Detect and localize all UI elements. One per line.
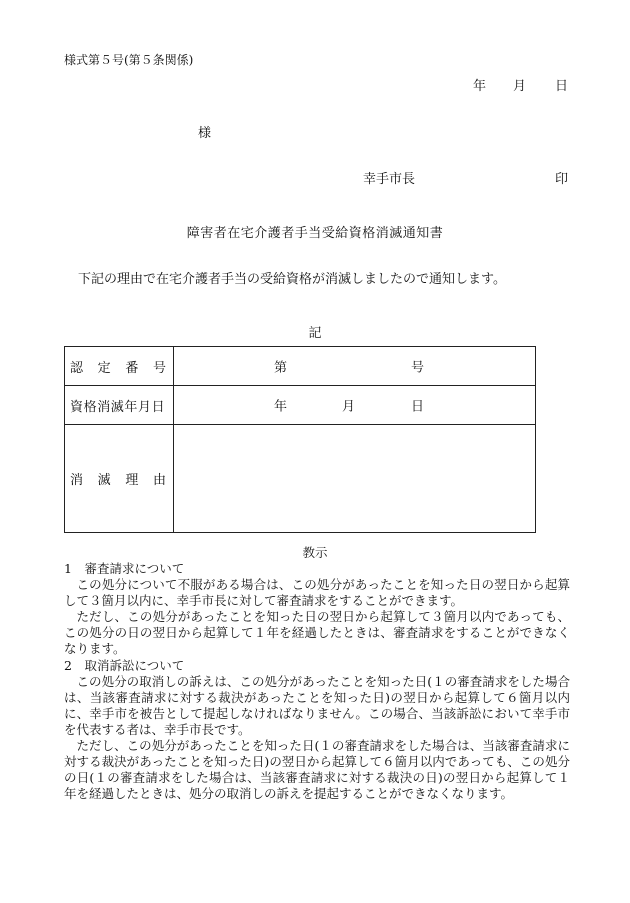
instruction-notes: [64, 561, 570, 802]
appeal-paragraph-2: ただし、この処分があったことを知った日の翌日から起算して３箇月以内であっても、この処分の日の翌日から起算して１年を経過したときは、審査請求をすることができなくなります。: [64, 609, 570, 657]
reason-value: [174, 425, 536, 533]
lawsuit-paragraph-1: この処分の取消しの訴えは、この処分があったことを知った日(１の審査請求をした場合は、当該審査請求に対する裁決があったことを知った日)の翌日から起算して６箇月以内に、幸手市を被告として提起しなければなりません。この場合、当該訴訟において幸手市を代表する者は、幸手市長です。: [64, 673, 570, 737]
expiry-month-label: 月: [342, 399, 356, 415]
certification-number-label: [65, 347, 174, 386]
table-row-certification-number: [65, 347, 536, 386]
ki-heading: 記: [308, 326, 322, 341]
issuer-name: 幸手市長: [363, 172, 416, 187]
date-year-label: 年: [473, 79, 487, 94]
label-char: 号: [152, 360, 166, 376]
lead-sentence: 下記の理由で在宅介護者手当の受給資格が消滅しましたので通知します。: [78, 272, 506, 287]
number-suffix: 号: [411, 360, 425, 376]
reason-label: [65, 425, 174, 533]
form-number: 様式第５号(第５条関係): [64, 53, 194, 67]
label-char: 滅: [97, 473, 111, 488]
table-row-expiry-date: [65, 386, 536, 425]
number-prefix: 第: [274, 360, 288, 376]
label-char: 由: [152, 473, 166, 488]
label-char: 認: [70, 360, 84, 376]
label-char: 消: [70, 473, 84, 488]
expiry-date-label: 資格消滅年月日: [65, 386, 174, 425]
label-char: 定: [97, 360, 111, 376]
certification-number-value: [174, 347, 536, 386]
expiry-date-value: [174, 386, 536, 425]
date-day-label: 日: [555, 79, 569, 94]
info-table: [64, 346, 536, 533]
label-char: 理: [125, 473, 139, 488]
section-heading-appeal: 1 審査請求について: [64, 561, 185, 576]
section-heading-lawsuit: 2 取消訴訟について: [64, 657, 185, 673]
expiry-day-label: 日: [411, 399, 425, 415]
seal-mark: 印: [555, 172, 569, 187]
document-title: 障害者在宅介護者手当受給資格消滅通知書: [186, 226, 444, 241]
kyoji-heading: 教示: [302, 545, 328, 560]
lawsuit-paragraph-2: ただし、この処分があったことを知った日(１の審査請求をした場合は、当該審査請求に対する裁決があったことを知った日)の翌日から起算して６箇月以内であっても、この処分の日(１の審査請求をした場合は、当該審査請求に対する裁決の日)の翌日から起算して１年を経過したときは、処分の取消しの訴えを提起することができなくなります。: [64, 738, 570, 802]
label-char: 番: [125, 360, 139, 376]
expiry-year-label: 年: [274, 399, 288, 415]
appeal-paragraph-1: この処分について不服がある場合は、この処分があったことを知った日の翌日から起算して３箇月以内に、幸手市長に対して審査請求をすることができます。: [64, 577, 570, 609]
table-row-reason: [65, 425, 536, 533]
date-month-label: 月: [513, 79, 527, 94]
addressee-suffix: 様: [198, 126, 212, 141]
